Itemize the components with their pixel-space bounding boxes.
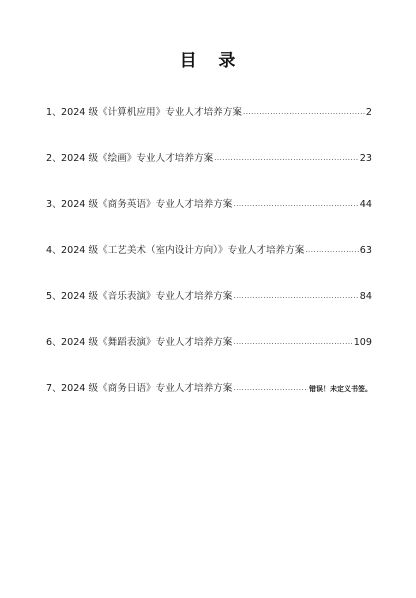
toc-entry-title: 2024 级《商务英语》专业人才培养方案 (61, 199, 233, 210)
table-of-contents (46, 104, 372, 426)
toc-entry-bookmark-error: 错误！未定义书签。 (309, 384, 372, 393)
dot-leader (243, 108, 365, 116)
toc-entry-page-number: 109 (353, 337, 372, 348)
toc-title: 目 录 (179, 51, 237, 71)
toc-entry-number: 1、 (46, 107, 62, 118)
toc-entry-title: 2024 级《舞蹈表演》专业人才培养方案 (61, 337, 233, 348)
toc-entry-number: 5、 (46, 291, 62, 302)
toc-entry-title: 2024 级《音乐表演》专业人才培养方案 (61, 291, 233, 302)
toc-entry-page-number: 23 (359, 153, 372, 164)
toc-entry-number: 6、 (46, 337, 62, 348)
dot-leader (233, 292, 358, 300)
toc-entry-page-number: 84 (359, 291, 372, 302)
toc-entry-3[interactable] (46, 196, 372, 242)
toc-entry-number: 2、 (46, 153, 62, 164)
toc-entry-6[interactable] (46, 334, 372, 380)
toc-entry-title: 2024 级《绘画》专业人才培养方案 (61, 153, 214, 164)
toc-entry-page-number: 2 (365, 107, 372, 118)
toc-entry-number: 4、 (46, 245, 62, 256)
dot-leader (305, 246, 358, 254)
toc-entry-number: 7、 (46, 383, 62, 394)
toc-entry-title: 2024 级《计算机应用》专业人才培养方案 (61, 107, 242, 118)
toc-entry-title: 2024 级《工艺美术（室内设计方向）》专业人才培养方案 (61, 245, 305, 256)
toc-entry-4[interactable] (46, 242, 372, 288)
toc-entry-number: 3、 (46, 199, 62, 210)
dot-leader (233, 200, 358, 208)
toc-entry-1[interactable] (46, 104, 372, 150)
toc-entry-page-number: 63 (359, 245, 372, 256)
dot-leader (233, 338, 352, 346)
dot-leader (233, 384, 308, 392)
dot-leader (214, 154, 359, 162)
toc-entry-page-number: 44 (359, 199, 372, 210)
toc-entry-5[interactable] (46, 288, 372, 334)
toc-entry-7[interactable] (46, 380, 372, 426)
toc-entry-title: 2024 级《商务日语》专业人才培养方案 (61, 383, 233, 394)
toc-entry-2[interactable] (46, 150, 372, 196)
